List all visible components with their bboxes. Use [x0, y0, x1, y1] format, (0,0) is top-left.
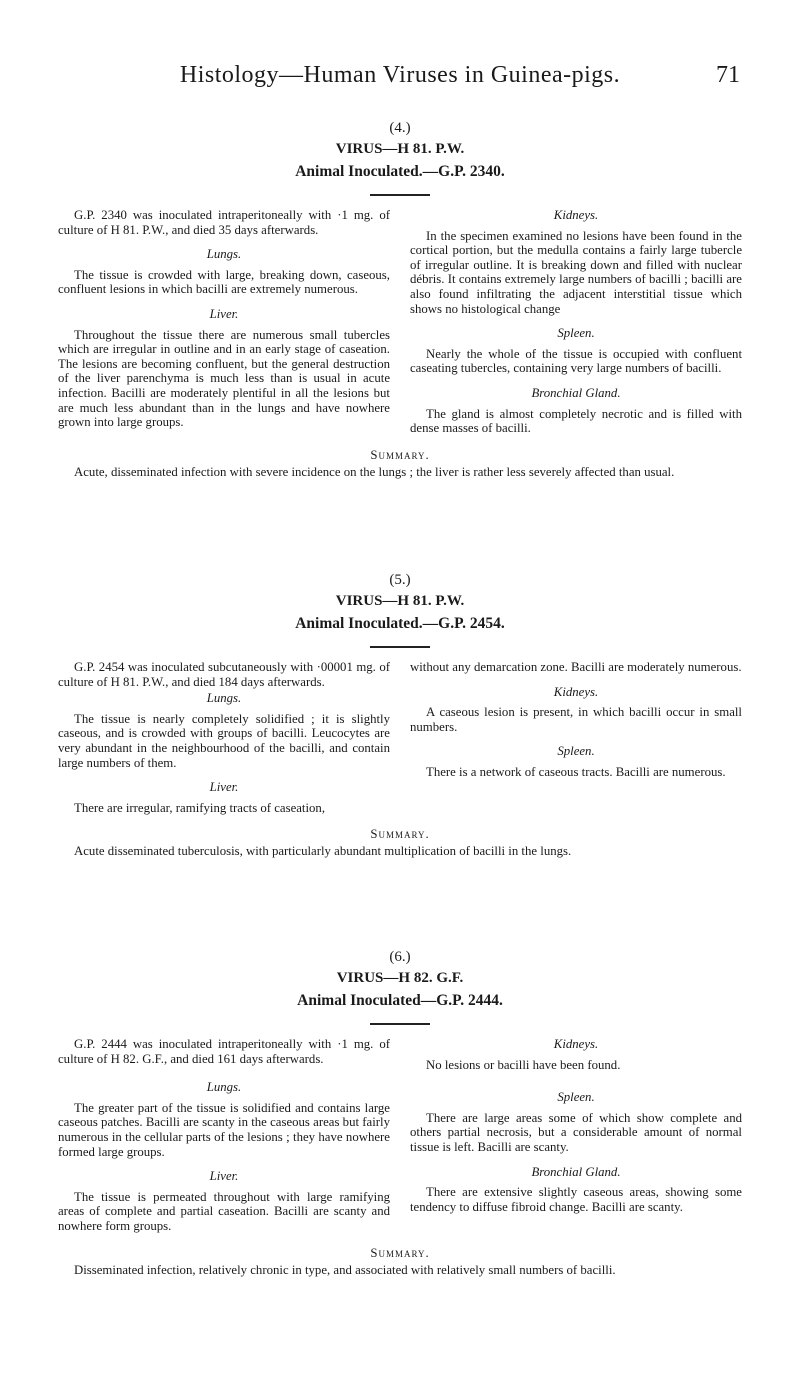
section-text: Nearly the whole of the tissue is occupied with confluent caseating tubercles, containing very large numbers of bacilli. [410, 346, 742, 376]
section-text: The tissue is permeated throughout with large ramifying areas of complete and partial caseation. Bacilli are scanty and nowhere form groups. [58, 1189, 390, 1233]
divider-rule [370, 646, 430, 648]
right-column [410, 1037, 742, 1234]
running-head [60, 62, 740, 92]
section-heading: Spleen. [557, 1090, 595, 1105]
section-heading: Liver. [209, 1169, 239, 1184]
section-text: The tissue is crowded with large, breaking down, caseous, confluent lesions in which bacilli are extremely numerous. [58, 267, 390, 297]
intro-paragraph: G.P. 2444 was inoculated intraperitoneally with ·1 mg. of culture of H 82. G.F., and died 161 days afterwards. [58, 1037, 390, 1066]
left-column [58, 1037, 390, 1234]
two-column-body [58, 208, 742, 436]
two-column-body [58, 1037, 742, 1234]
summary-text: Acute, disseminated infection with severe incidence on the lungs ; the liver is rather less severely affected than usual. [74, 464, 675, 479]
animal-title: Animal Inoculated.—G.P. 2340. [295, 163, 505, 180]
right-column [410, 208, 742, 436]
section-heading: Bronchial Gland. [531, 1164, 621, 1179]
section-heading: Bronchial Gland. [531, 385, 621, 400]
virus-title: VIRUS—H 81. P.W. [335, 593, 465, 609]
section-text: The tissue is nearly completely solidified ; it is slightly caseous, and is crowded with groups of bacilli. Leucocytes are very abundant in the neighbourhood of the bacilli, and contain large numbers of them. [58, 711, 390, 770]
section-heading: Kidneys. [553, 684, 599, 699]
running-head-title: Histology—Human Viruses in Guinea-pigs. [179, 62, 621, 88]
section-heading: Lungs. [206, 691, 242, 706]
section-heading: Lungs. [206, 247, 242, 262]
summary-text: Disseminated infection, relatively chronic in type, and associated with relatively small numbers of bacilli. [74, 1262, 616, 1277]
section-text: There are extensive slightly caseous areas, showing some tendency to diffuse fibroid change. Bacilli are scanty. [410, 1185, 742, 1214]
section-heading: Kidneys. [553, 208, 599, 222]
section-heading: Spleen. [557, 326, 595, 341]
summary-heading: Summary. [370, 827, 430, 842]
case-header [58, 118, 742, 196]
summary-text: Acute disseminated tuberculosis, with particularly abundant multiplication of bacilli in the lungs. [74, 844, 572, 859]
continued-paragraph: without any demarcation zone. Bacilli are moderately numerous. [410, 660, 742, 674]
section-text: There are large areas some of which show complete and others partial necrosis, but a considerable amount of normal tissue is left. Bacilli are scanty. [410, 1110, 742, 1154]
intro-paragraph: G.P. 2340 was inoculated intraperitoneally with ·1 mg. of culture of H 81. P.W., and died 35 days afterwards. [58, 208, 390, 237]
summary-heading: Summary. [370, 447, 430, 462]
virus-title: VIRUS—H 82. G.F. [336, 970, 464, 986]
section-text: In the specimen examined no lesions have been found in the cortical portion, but the medulla contains a fairly large tubercle of irregular outline. It is breaking down and filled with nuclear débris. It contains extremely large numbers of bacilli ; bacilli are also found infiltrating the adjacent interstitial tissue which shows no histological change [410, 228, 742, 316]
section-text: No lesions or bacilli have been found. [426, 1057, 621, 1072]
animal-title: Animal Inoculated—G.P. 2444. [297, 992, 503, 1009]
section-text: The gland is almost completely necrotic and is filled with dense masses of bacilli. [410, 406, 742, 436]
case-number: (4.) [389, 120, 411, 136]
case-header [58, 570, 742, 648]
case-4 [58, 118, 742, 479]
section-text: There is a network of caseous tracts. Bacilli are numerous. [426, 764, 726, 779]
case-header [58, 947, 742, 1025]
section-text: The greater part of the tissue is solidified and contains large caseous patches. Bacilli are scanty in the caseous areas but fairly numerous in the cellular parts of the lesions ; they have nowhere formed large groups. [58, 1100, 390, 1159]
summary-heading: Summary. [370, 1245, 430, 1260]
case-number: (6.) [389, 949, 411, 965]
section-heading: Kidneys. [553, 1037, 599, 1051]
section-heading: Liver. [209, 306, 239, 321]
section-text: There are irregular, ramifying tracts of caseation, [74, 800, 326, 815]
section-text: A caseous lesion is present, in which bacilli occur in small numbers. [410, 705, 742, 734]
animal-title: Animal Inoculated.—G.P. 2454. [295, 615, 505, 632]
right-column [410, 660, 742, 815]
divider-rule [370, 1023, 430, 1025]
divider-rule [370, 194, 430, 196]
section-text: Throughout the tissue there are numerous small tubercles which are irregular in outline and in an early stage of caseation. The lesions are becoming confluent, but the general destruction of the liver parenchyma is much less than is usual in acute infection. Bacilli are moderately plentiful in all the lesions but are much less abundant than in the lungs and have nowhere grown into large groups. [58, 327, 390, 430]
case-5 [58, 570, 742, 859]
intro-paragraph: G.P. 2454 was inoculated subcutaneously with ·00001 mg. of culture of H 81. P.W., and died 184 days afterwards. [58, 660, 390, 689]
virus-title: VIRUS—H 81. P.W. [335, 141, 465, 157]
page-number: 71 [716, 62, 740, 88]
left-column [58, 208, 390, 436]
case-6 [58, 947, 742, 1277]
section-heading: Spleen. [557, 744, 595, 759]
section-heading: Lungs. [206, 1080, 242, 1095]
two-column-body [58, 660, 742, 815]
section-heading: Liver. [209, 780, 239, 795]
left-column [58, 660, 390, 815]
case-number: (5.) [389, 572, 411, 588]
